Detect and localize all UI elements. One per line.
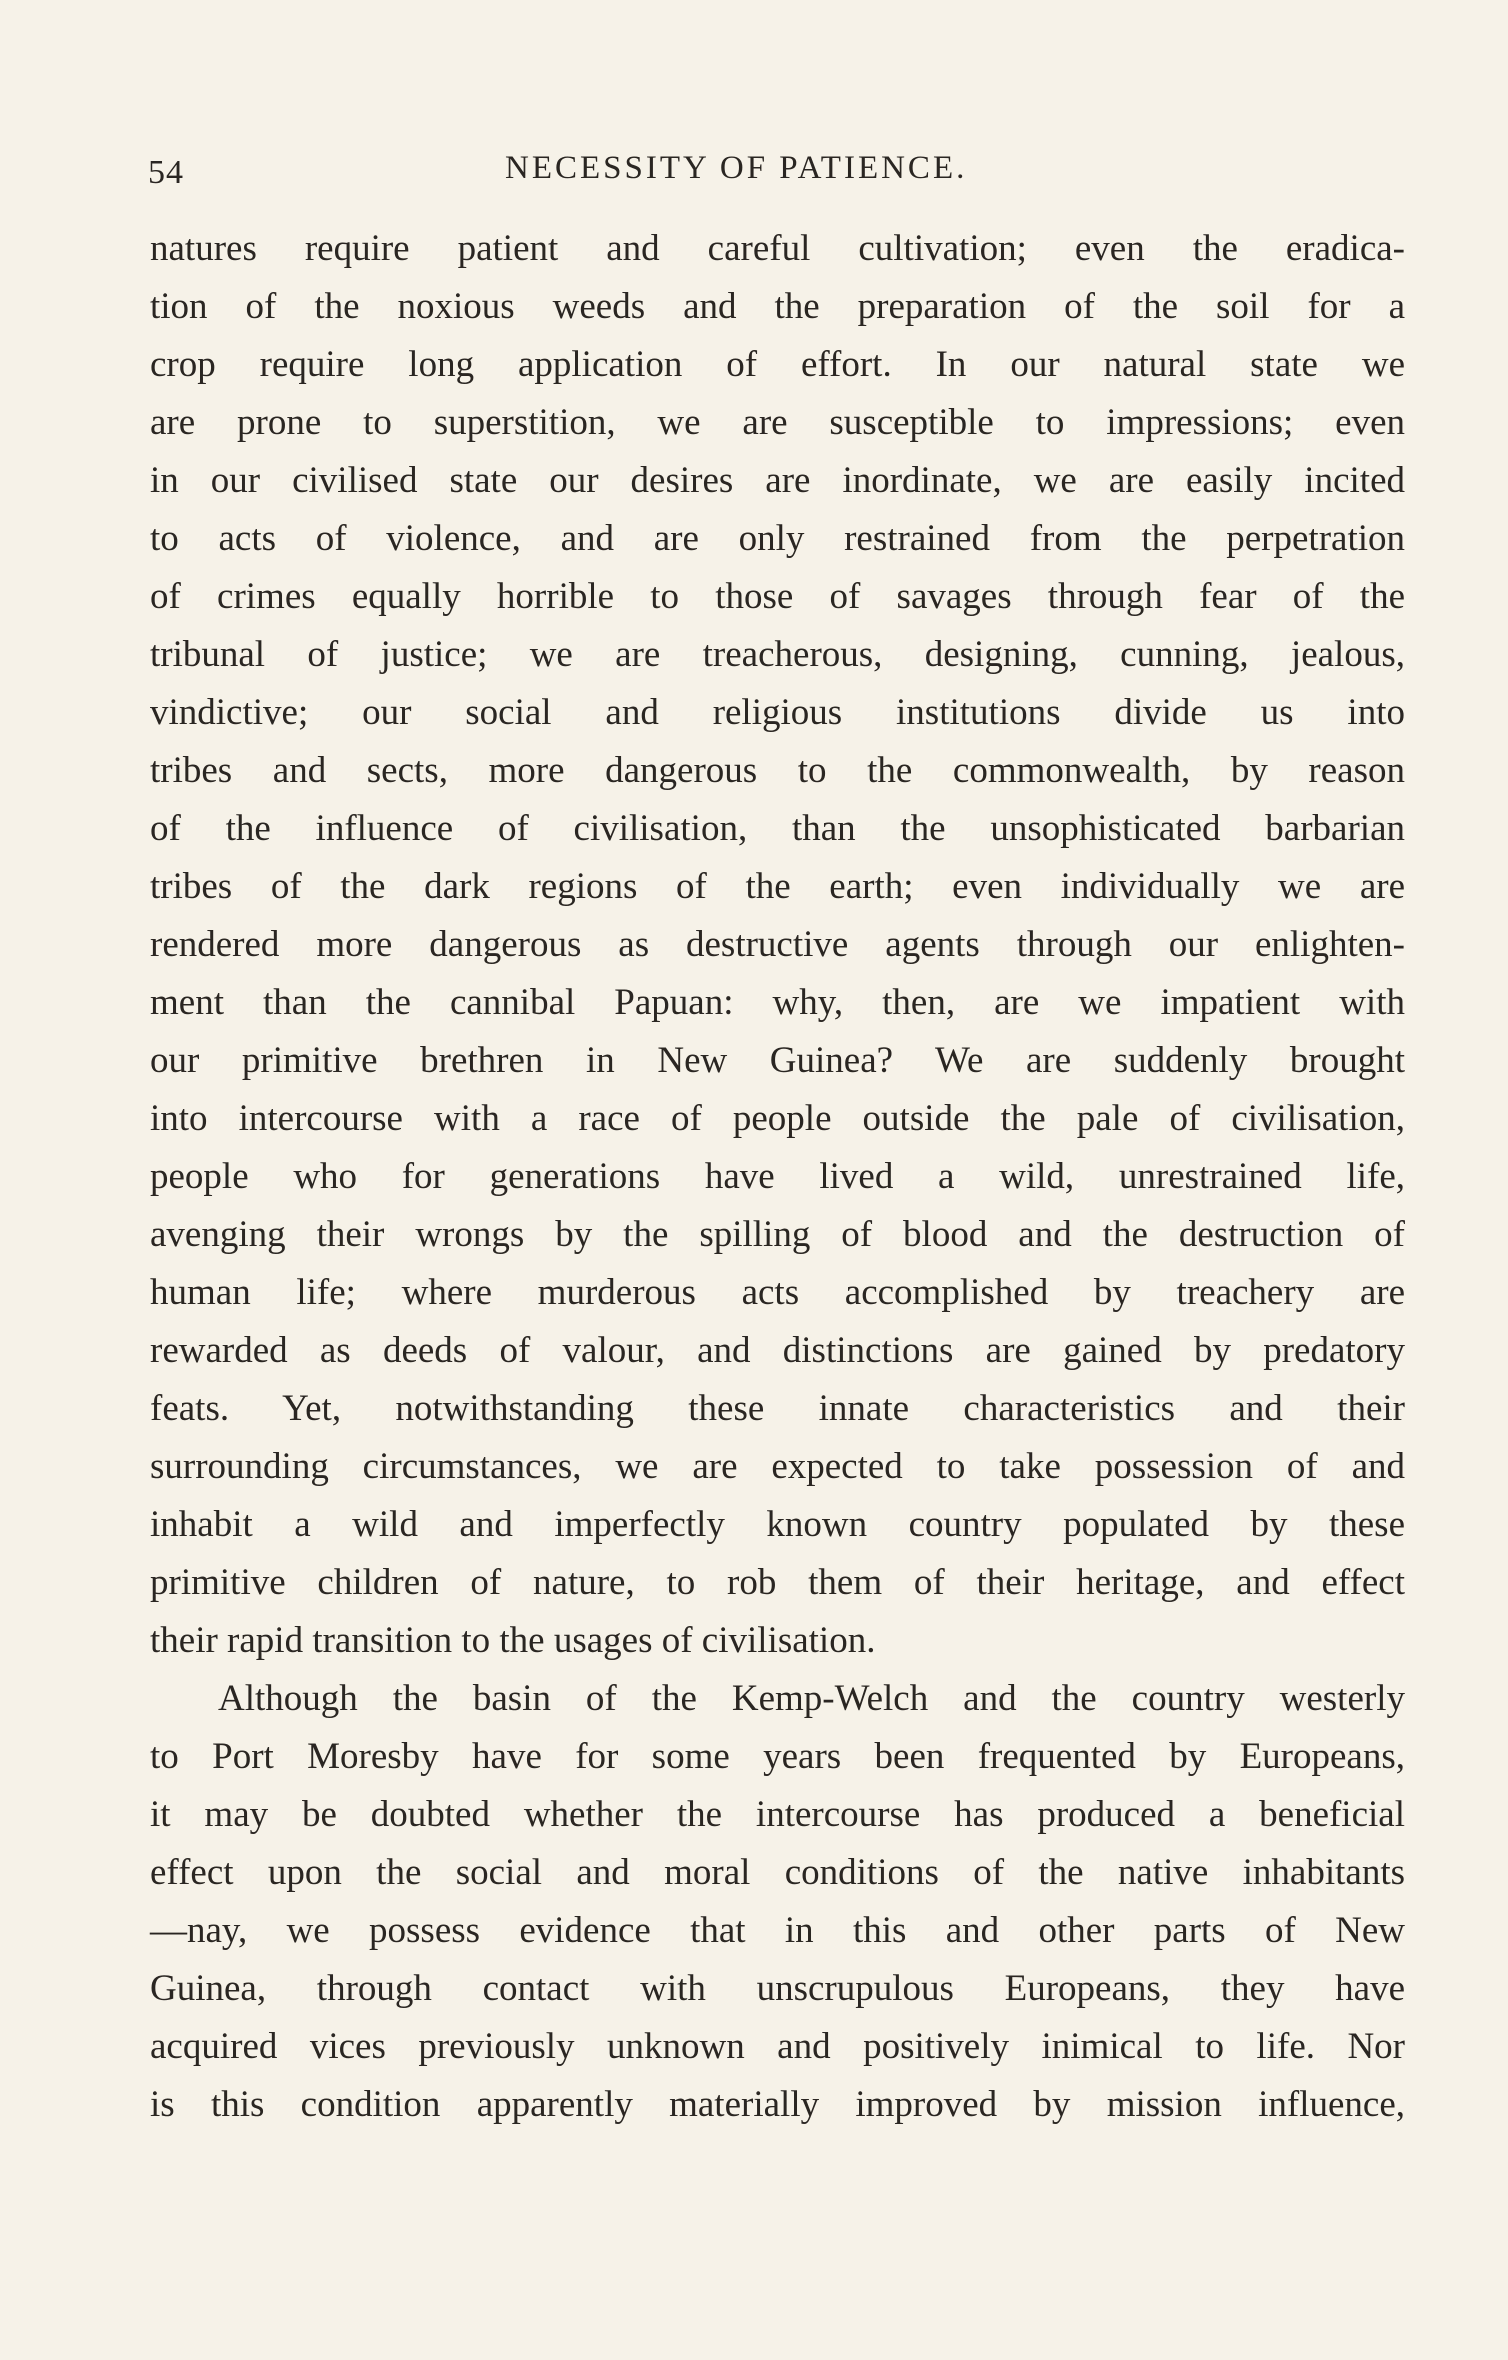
text-line: —nay, we possess evidence that in this and other parts of New bbox=[150, 1910, 1405, 1951]
text-line: tion of the noxious weeds and the preparation of the soil for a bbox=[150, 286, 1405, 327]
running-head bbox=[0, 150, 1508, 210]
page-number: 54 bbox=[148, 154, 184, 191]
text-line: avenging their wrongs by the spilling of blood and the destruction of bbox=[150, 1214, 1405, 1255]
text-line: primitive children of nature, to rob them of their heritage, and effect bbox=[150, 1562, 1405, 1603]
text-line: tribes of the dark regions of the earth; even individually we are bbox=[150, 866, 1405, 907]
text-line: into intercourse with a race of people outside the pale of civilisation, bbox=[150, 1098, 1405, 1139]
text-line: of crimes equally horrible to those of savages through fear of the bbox=[150, 576, 1405, 617]
text-line: are prone to superstition, we are susceptible to impressions; even bbox=[150, 402, 1405, 443]
text-line: ment than the cannibal Papuan: why, then, are we impatient with bbox=[150, 982, 1405, 1023]
text-line: Guinea, through contact with unscrupulous Europeans, they have bbox=[150, 1968, 1405, 2009]
text-line: people who for generations have lived a wild, unrestrained life, bbox=[150, 1156, 1405, 1197]
text-line: it may be doubted whether the intercourse has produced a beneficial bbox=[150, 1794, 1405, 1835]
text-line: tribes and sects, more dangerous to the commonwealth, by reason bbox=[150, 750, 1405, 791]
text-line: inhabit a wild and imperfectly known country populated by these bbox=[150, 1504, 1405, 1545]
text-line: our primitive brethren in New Guinea? We are suddenly brought bbox=[150, 1040, 1405, 1081]
text-line: tribunal of justice; we are treacherous, designing, cunning, jealous, bbox=[150, 634, 1405, 675]
text-line: effect upon the social and moral conditions of the native inhabitants bbox=[150, 1852, 1405, 1893]
text-line: crop require long application of effort. In our natural state we bbox=[150, 344, 1405, 385]
paragraph-end-line: their rapid transition to the usages of civilisation. bbox=[150, 1620, 876, 1661]
page-title: NECESSITY OF PATIENCE. bbox=[505, 150, 968, 186]
paragraph-start-line: Although the basin of the Kemp-Welch and the country westerly bbox=[218, 1678, 1405, 1719]
text-line: rendered more dangerous as destructive agents through our enlighten- bbox=[150, 924, 1405, 965]
text-line: natures require patient and careful cultivation; even the eradica- bbox=[150, 228, 1405, 269]
text-line: is this condition apparently materially improved by mission influence, bbox=[150, 2084, 1405, 2125]
text-line: of the influence of civilisation, than the unsophisticated barbarian bbox=[150, 808, 1405, 849]
text-line: to Port Moresby have for some years been frequented by Europeans, bbox=[150, 1736, 1405, 1777]
text-line: acquired vices previously unknown and positively inimical to life. Nor bbox=[150, 2026, 1405, 2067]
text-line: in our civilised state our desires are inordinate, we are easily incited bbox=[150, 460, 1405, 501]
text-line: feats. Yet, notwithstanding these innate characteristics and their bbox=[150, 1388, 1405, 1429]
text-line: vindictive; our social and religious institutions divide us into bbox=[150, 692, 1405, 733]
text-line: surrounding circumstances, we are expected to take possession of and bbox=[150, 1446, 1405, 1487]
text-line: rewarded as deeds of valour, and distinctions are gained by predatory bbox=[150, 1330, 1405, 1371]
text-line: human life; where murderous acts accomplished by treachery are bbox=[150, 1272, 1405, 1313]
body-text bbox=[150, 220, 1405, 2134]
text-line: to acts of violence, and are only restrained from the perpetration bbox=[150, 518, 1405, 559]
